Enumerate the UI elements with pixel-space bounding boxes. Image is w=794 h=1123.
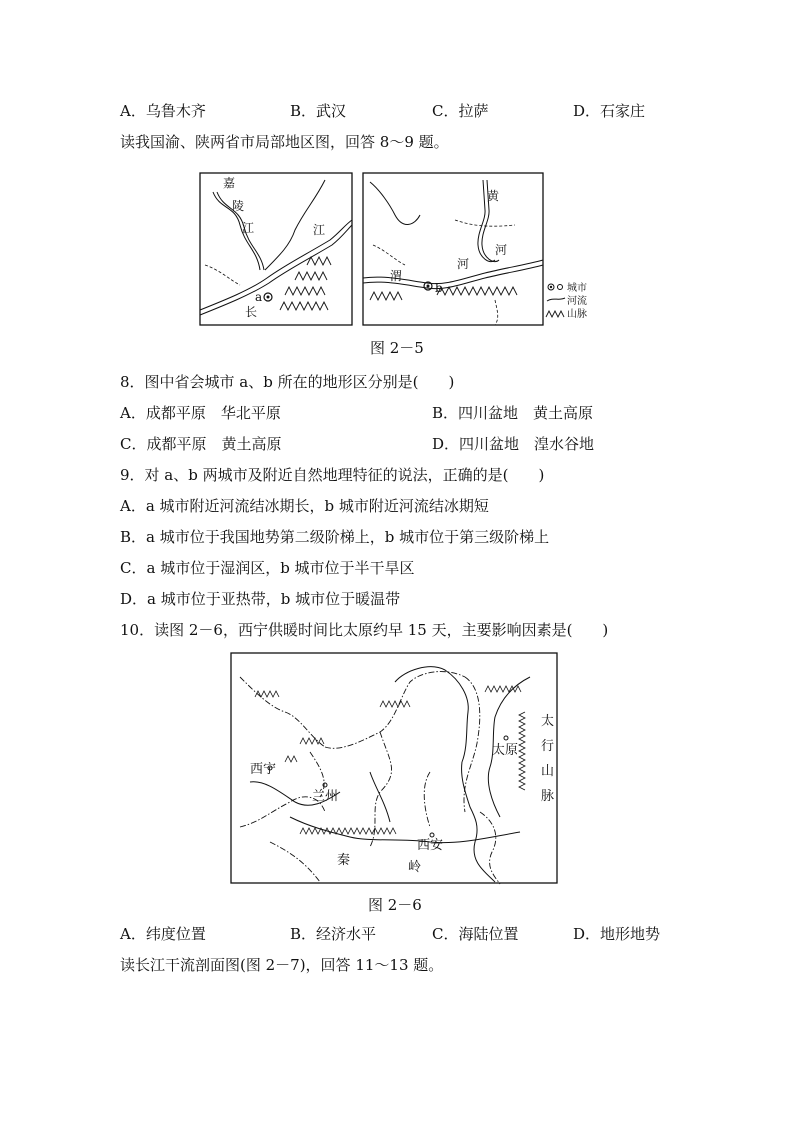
label-jiang2: 江: [313, 223, 326, 237]
q10-stem: 10．读图 2－6，西宁供暖时间比太原约早 15 天，主要影响因素是( ): [120, 621, 609, 639]
city-taiyuan-marker: [504, 736, 508, 740]
label-chang: 长: [245, 305, 258, 319]
fig26-caption: 图 2－6: [368, 896, 422, 914]
fig25-right-frame: [363, 173, 543, 325]
intro-11-13: 读长江干流剖面图(图 2－7)，回答 11～13 题。: [120, 956, 444, 974]
fig25-legend: [546, 281, 587, 320]
q8-option-a: A．成都平原 华北平原: [120, 404, 281, 422]
q9-option-c: C．a 城市位于湿润区，b 城市位于半干旱区: [120, 559, 415, 577]
legend-river: 河流: [567, 296, 587, 307]
q8-option-c: C．成都平原 黄土高原: [120, 435, 282, 453]
label-wei: 渭: [390, 269, 403, 283]
q10-option-c: C．海陆位置: [432, 925, 519, 943]
label-he: 河: [495, 243, 508, 257]
figure-2-6: [230, 652, 560, 886]
fig25-caption: 图 2－5: [370, 339, 424, 357]
label-mai: 脉: [541, 789, 555, 804]
q9-option-d: D．a 城市位于亚热带，b 城市位于暖温带: [120, 590, 401, 608]
fig26-frame: [231, 653, 557, 883]
label-he2: 河: [457, 257, 470, 271]
label-shan: 山: [541, 764, 555, 779]
legend-mountain: 山脉: [567, 309, 587, 320]
label-a: a: [255, 290, 263, 304]
q8-option-b: B．四川盆地 黄土高原: [432, 404, 594, 422]
q10-option-b: B．经济水平: [290, 925, 377, 943]
q9-option-a: A．a 城市附近河流结冰期长，b 城市附近河流结冰期短: [120, 497, 489, 515]
label-b: b: [435, 281, 443, 295]
fig25-left-frame: [200, 173, 352, 325]
label-xining: 西宁: [250, 762, 277, 777]
q8-option-d: D．四川盆地 湟水谷地: [432, 435, 595, 453]
label-jiang: 江: [242, 221, 255, 235]
label-taiyuan: 太原: [492, 743, 519, 758]
q10-option-d: D．地形地势: [573, 925, 661, 943]
label-lanzhou: 兰州: [312, 789, 339, 804]
q8-stem: 8．图中省会城市 a、b 所在的地形区分别是( ): [120, 373, 455, 391]
figure-2-5: [195, 170, 605, 330]
label-hang: 行: [541, 739, 555, 754]
q9-stem: 9．对 a、b 两城市及附近自然地理特征的说法，正确的是( ): [120, 466, 545, 484]
label-jia: 嘉: [223, 176, 236, 190]
q7-option-b: B．武汉: [290, 102, 347, 120]
label-tai: 太: [541, 714, 555, 729]
label-ling: 陵: [232, 199, 245, 213]
legend-city: 城市: [567, 283, 587, 294]
label-ling: 岭: [408, 860, 422, 875]
label-huang: 黄: [487, 189, 500, 203]
q9-option-b: B．a 城市位于我国地势第二级阶梯上，b 城市位于第三级阶梯上: [120, 528, 550, 546]
q10-option-a: A．纬度位置: [120, 925, 206, 943]
intro-8-9: 读我国渝、陕两省市局部地区图，回答 8～9 题。: [120, 133, 449, 151]
label-xian: 西安: [417, 838, 444, 853]
q7-option-c: C．拉萨: [432, 102, 489, 120]
city-lanzhou-marker: [323, 783, 327, 787]
label-qin: 秦: [337, 853, 351, 868]
fig25-right-mountains: [370, 287, 517, 300]
fig26-mountains: [255, 686, 525, 834]
q7-option-d: D．石家庄: [573, 102, 646, 120]
city-xian-marker: [430, 833, 434, 837]
q7-option-a: A．乌鲁木齐: [120, 102, 206, 120]
